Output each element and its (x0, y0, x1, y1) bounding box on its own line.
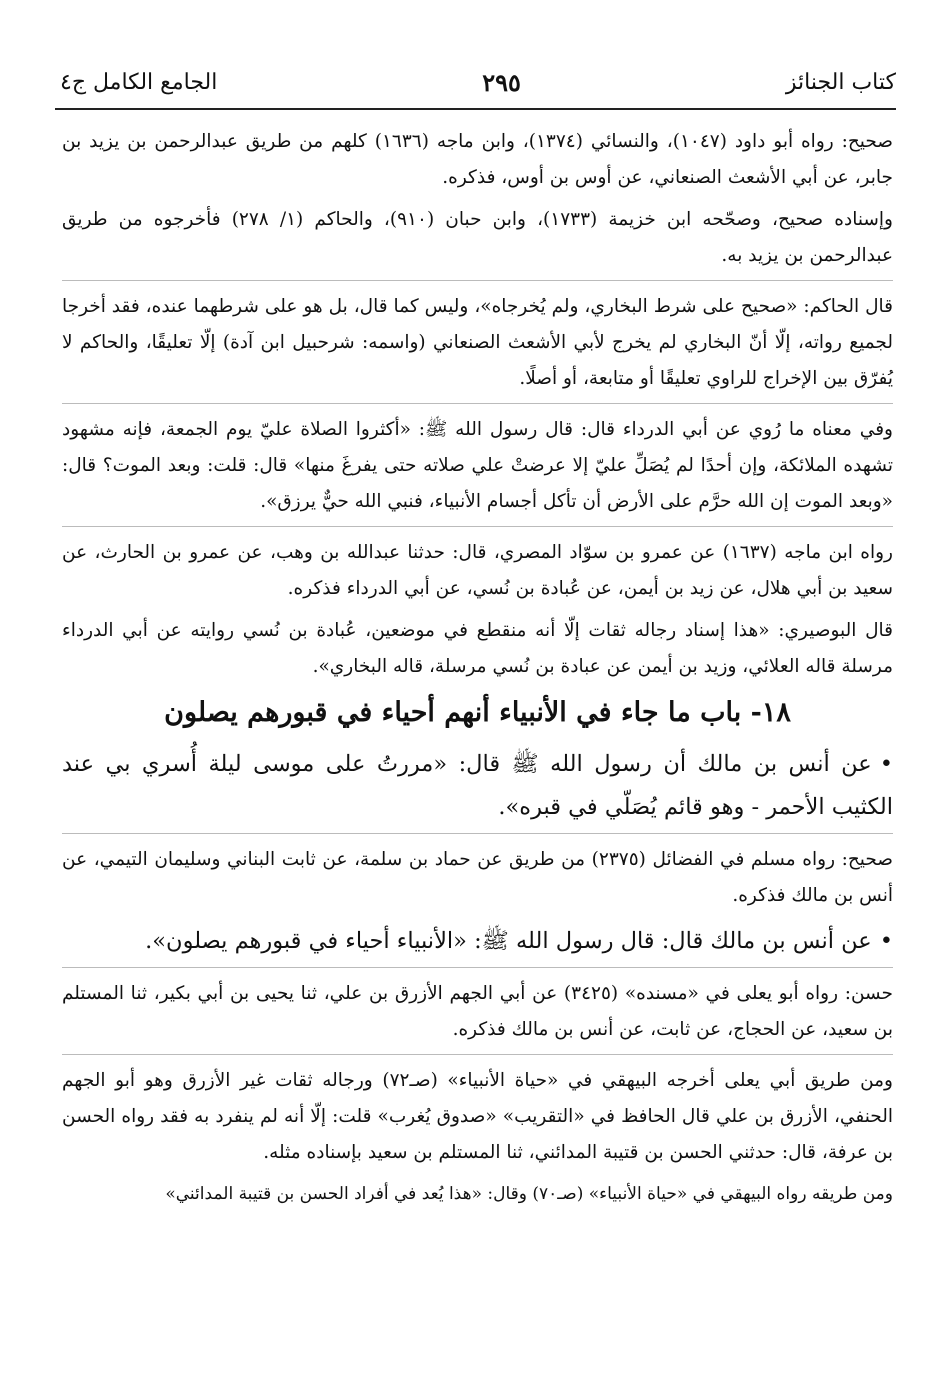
commentary-paragraph-busiri: قال البوصيري: «هذا إسناد رجاله ثقات إلّا أنه منقطع في موضعين، عُبادة بن نُسي روايته عن أبي الدرداء مرسلة قاله العلائي، وزيد بن أيمن عن عبادة بن نُسي مرسلة، قاله البخاري». (62, 620, 893, 677)
bullet-icon: • (879, 928, 893, 954)
paragraph-divider (62, 967, 893, 968)
page-number: ٢٩٥ (482, 67, 521, 97)
takhrij-paragraph-muslim: صحيح: رواه مسلم في الفضائل (٢٣٧٥) من طريق عن حماد بن سلمة، عن ثابت البناني وسليمان التيمي، عن أنس بن مالك فذكره. (62, 849, 893, 906)
takhrij-paragraph-ibn-majah: رواه ابن ماجه (١٦٣٧) عن عمرو بن سوّاد المصري، قال: حدثنا عبدالله بن وهب، عن عمرو بن الحارث، عن سعيد بن أبي هلال، عن زيد بن أيمن، عن عُبادة بن نُسي، عن أبي الدرداء فذكره. (62, 542, 893, 599)
hadith-text-2 (62, 920, 893, 963)
takhrij-paragraph-1: صحيح: رواه أبو داود (١٠٤٧)، والنسائي (١٣٧٤)، وابن ماجه (١٦٣٦) كلهم من طريق عبدالرحمن بن يزيد بن جابر، عن أبي الأشعث الصنعاني، عن أوس بن أوس، فذكره. (62, 131, 893, 188)
hadith-text-2-body: عن أنس بن مالك قال: قال رسول الله ﷺ: «الأنبياء أحياء في قبورهم يصلون». (145, 928, 872, 954)
paragraph-divider (62, 403, 893, 404)
related-narration-paragraph: وفي معناه ما رُوي عن أبي الدرداء قال: قال رسول الله ﷺ: «أكثروا الصلاة عليّ يوم الجمعة، فإنه مشهود تشهده الملائكة، وإن أحدًا لم يُصَلِّ عليّ إلا عرضتْ علي صلاته حتى يفرغَ منها» قال: قلت: وبعد الموت؟ قال: «وبعد الموت إن الله حرَّم على الأرض أن تأكل أجسام الأنبياء، فنبي الله حيٌّ يرزق». (62, 419, 893, 512)
header-book-section: كتاب الجنائز (785, 69, 896, 95)
page-header (60, 62, 896, 102)
commentary-paragraph-bayhaqi: ومن طريق أبي يعلى أخرجه البيهقي في «حياة الأنبياء» (صـ٧٢) ورجاله ثقات غير الأزرق وهو أبو الجهم الحنفي، الأزرق بن علي قال الحافظ في «التقريب» «صدوق يُغرب» قلت: إلّا أنه لم ينفرد به فقد رواه الحسن بن عرفة، قال: حدثني الحسن بن قتيبة المدائني، ثنا المستلم بن سعيد بإسناده مثله. (62, 1070, 893, 1163)
page-body (62, 124, 893, 1217)
paragraph-divider (62, 1054, 893, 1055)
chapter-heading: ١٨- باب ما جاء في الأنبياء أنهم أحياء في قبورهم يصلون (164, 697, 791, 728)
hadith-text-1-body: عن أنس بن مالك أن رسول الله ﷺ قال: «مررتُ على موسى ليلة أُسري بي عند الكثيب الأحمر - وهو قائم يُصَلّي في قبره». (62, 751, 893, 820)
commentary-paragraph-hakim: قال الحاكم: «صحيح على شرط البخاري، ولم يُخرجاه»، وليس كما قال، بل هو على شرطهما عنده، فقد أخرجا لجميع رواته، إلّا أنّ البخاري لم يخرج لأبي الأشعث الصنعاني (واسمه: شرحبيل ابن آدة) إلّا تعليقًا، والحاكم لا يُفرّق بين الإخراج للراوي تعليقًا أو متابعة، أو أصلًا. (62, 296, 893, 389)
bullet-icon: • (879, 751, 893, 777)
header-volume-title: الجامع الكامل ج٤ (60, 69, 218, 95)
paragraph-divider (62, 280, 893, 281)
takhrij-paragraph-2: وإسناده صحيح، وصحّحه ابن خزيمة (١٧٣٣)، وابن حبان (٩١٠)، والحاكم (١/ ٢٧٨) فأخرجوه من طريق عبدالرحمن بن يزيد به. (62, 209, 893, 266)
takhrij-paragraph-abu-yala: حسن: رواه أبو يعلى في «مسنده» (٣٤٢٥) عن أبي الجهم الأزرق بن علي، ثنا يحيى بن أبي بكير، ثنا المستلم بن سعيد، عن الحجاج، عن ثابت، عن أنس بن مالك فذكره. (62, 983, 893, 1040)
header-divider (55, 108, 896, 110)
hadith-text-1 (62, 743, 893, 829)
paragraph-divider (62, 833, 893, 834)
closing-note: ومن طريقه رواه البيهقي في «حياة الأنبياء» (صـ٧٠) وقال: «هذا يُعد في أفراد الحسن بن قتيبة المدائني» (165, 1184, 893, 1204)
paragraph-divider (62, 526, 893, 527)
